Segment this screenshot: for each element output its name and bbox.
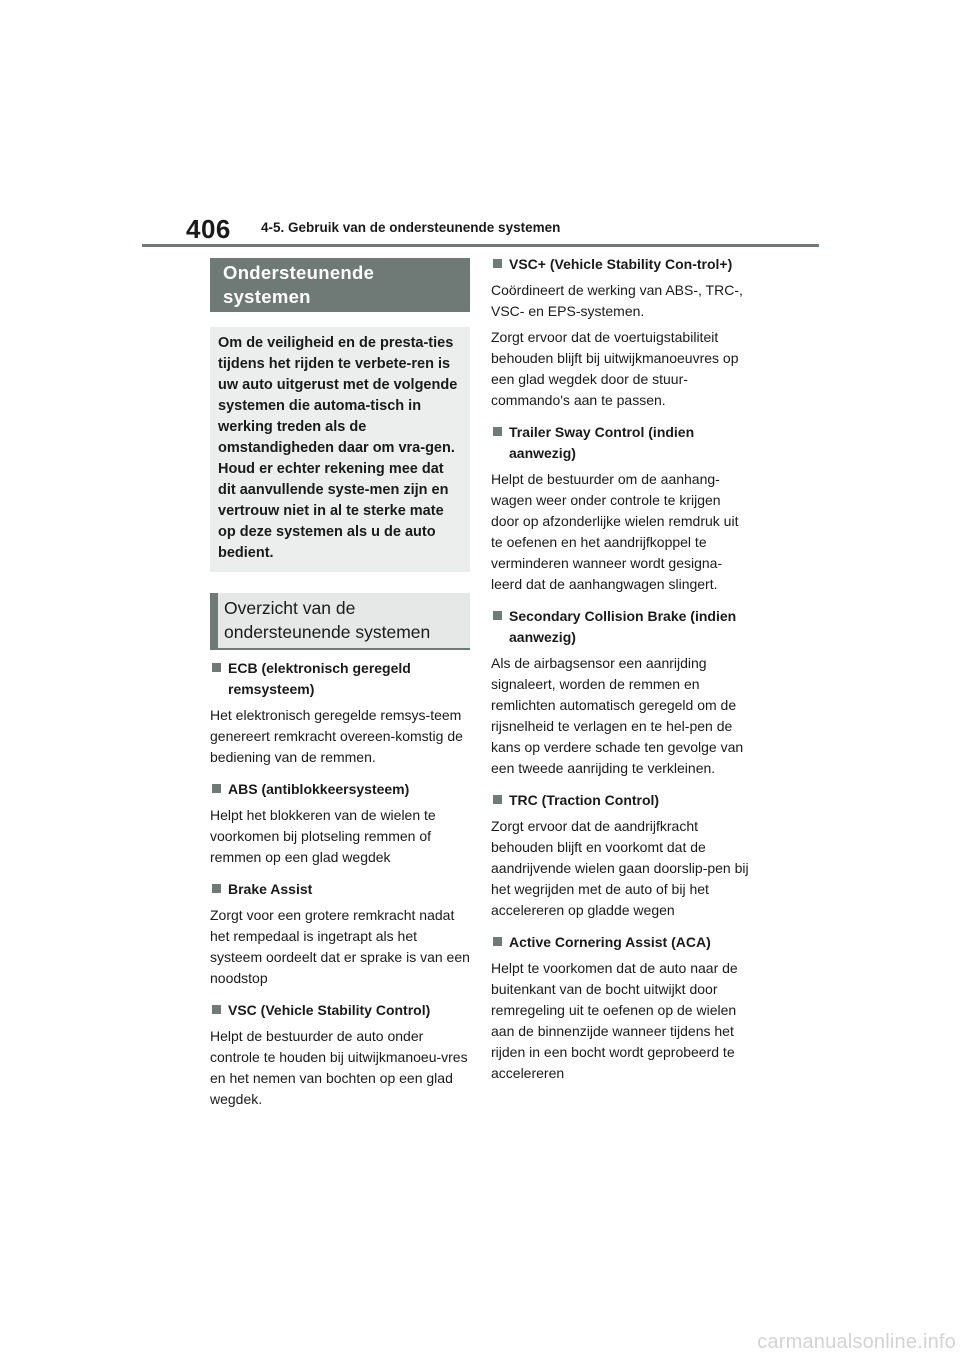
list-item: [491, 606, 751, 779]
header-rule: [142, 244, 819, 247]
page-title: Ondersteunende systemen: [210, 258, 470, 312]
item-description: Helpt de bestuurder de auto onder controle te houden bij uitwijkmanoeu-vres en het nemen van bochten op een glad wegdek.: [210, 1028, 468, 1107]
item-title: Secondary Collision Brake (indien aanwezig): [491, 606, 751, 648]
item-title: TRC (Traction Control): [491, 790, 751, 811]
list-item: [210, 658, 470, 768]
list-item: [491, 790, 751, 921]
list-item: [491, 254, 751, 411]
list-item: [210, 879, 470, 989]
item-description: Helpt te voorkomen dat de auto naar de buitenkant van de bocht uitwijkt door remregeling uit te oefenen op de wielen aan de binnenzijde wanneer tijdens het rijden in een bocht wordt geprobeerd te accelereren: [491, 960, 738, 1081]
item-description: Helpt de bestuurder om de aanhang-wagen weer onder controle te krijgen door op afzonderlijke wielen remdruk uit te oefenen en het aandrijfkoppel te verminderen wanneer wordt gesigna-leerd dat de aanhangwagen slingert.: [491, 471, 739, 592]
item-description: Als de airbagsensor een aanrijding signaleert, worden de remmen en remlichten automatisch geregeld om de rijsnelheid te verlagen en te hel-pen de kans op verdere schade ten gevolge van een tweede aanrijding te verkleinen.: [491, 655, 744, 776]
item-title: ECB (elektronisch geregeld remsysteem): [210, 658, 470, 700]
list-item: [210, 779, 470, 868]
right-column: [491, 254, 751, 1095]
item-description: Zorgt ervoor dat de voertuigstabiliteit behouden blijft bij uitwijkmanoeuvres op een glad wegdek door de stuur-commando's aan te passen.: [491, 329, 739, 408]
page-number: 406: [186, 214, 231, 244]
left-column: [210, 258, 470, 1121]
section-header: 4-5. Gebruik van de ondersteunende systemen: [261, 220, 561, 235]
item-title: Brake Assist: [210, 879, 470, 900]
item-description: Coördineert de werking van ABS-, TRC-, VSC- en EPS-systemen.: [491, 282, 743, 319]
item-title: Active Cornering Assist (ACA): [491, 932, 751, 953]
item-description: Zorgt ervoor dat de aandrijfkracht behouden blijft en voorkomt dat de aandrijvende wielen gaan doorslip-pen bij het wegrijden met de auto of bij het accelereren op gladde wegen: [491, 818, 749, 918]
right-item-list: [491, 254, 751, 1084]
item-title: VSC (Vehicle Stability Control): [210, 1000, 470, 1021]
item-description: Zorgt voor een grotere remkracht nadat het rempedaal is ingetrapt als het systeem oordeelt dat er sprake is van een noodstop: [210, 907, 470, 986]
intro-text: Om de veiligheid en de presta-ties tijdens het rijden te verbete-ren is uw auto uitgerust met de volgende systemen die automa-tisch in werking treden als de omstandigheden daar om vra-gen. Houd er echter rekening mee dat dit aanvullende syste-men zijn en vertrouw niet in al te sterke mate op deze systemen als u de auto bedient.: [210, 327, 470, 572]
item-title: VSC+ (Vehicle Stability Con-trol+): [491, 254, 751, 275]
subheading: Overzicht van de ondersteunende systemen: [210, 593, 470, 650]
watermark: carmanualsonline.info: [757, 1331, 956, 1353]
item-title: ABS (antiblokkeersysteem): [210, 779, 470, 800]
left-item-list: [210, 658, 470, 1110]
list-item: [210, 1000, 470, 1110]
list-item: [491, 422, 751, 595]
list-item: [491, 932, 751, 1084]
item-title: Trailer Sway Control (indien aanwezig): [491, 422, 751, 464]
item-description: Helpt het blokkeren van de wielen te voorkomen bij plotseling remmen of remmen op een glad wegdek: [210, 807, 436, 865]
item-description: Het elektronisch geregelde remsys-teem genereert remkracht overeen-komstig de bediening van de remmen.: [210, 707, 463, 765]
